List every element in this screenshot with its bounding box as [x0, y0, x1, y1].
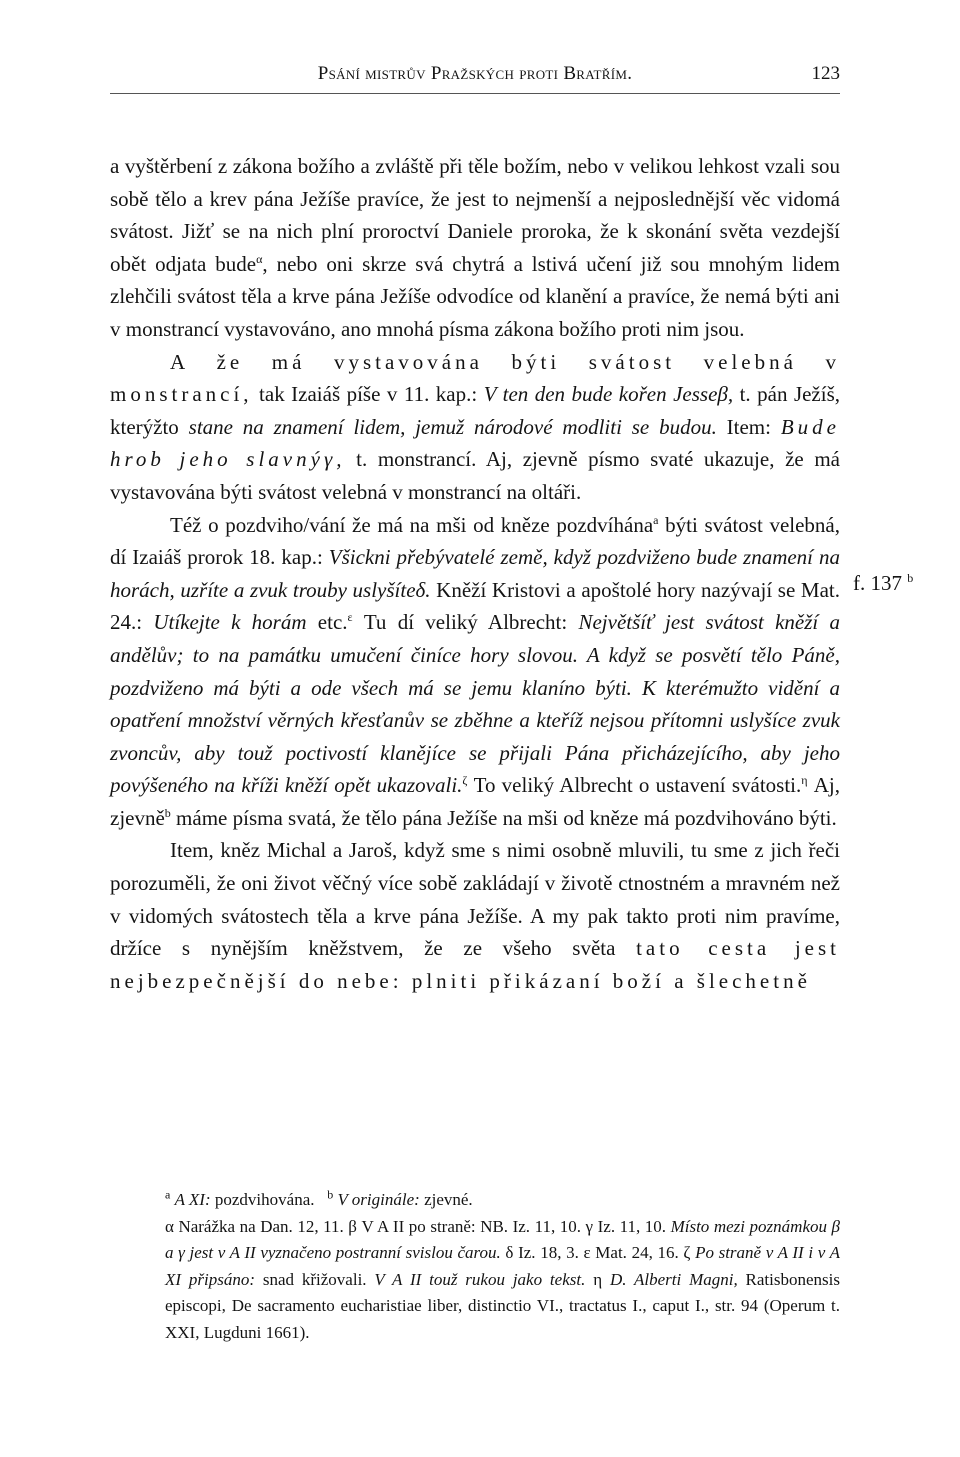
footnotes	[110, 1187, 840, 1346]
paragraph-3	[110, 509, 840, 835]
quote-text: stane na znamení lidem, jemuž národové modliti se budou.	[188, 414, 717, 439]
quote-text: Všickni přebývatelé země, když pozdviženo bude znamení na horách, uzříte a zvuk trouby uslyšíteδ.	[110, 545, 840, 602]
quote-text: Utíkejte k horám	[153, 610, 307, 635]
spaced-text: tato cesta jest nejbezpečnější do nebe: plniti přikázaní boží a šlechetně	[110, 936, 841, 993]
text-run: Item:	[716, 414, 781, 439]
footnote-line	[110, 1187, 840, 1214]
text-run: , nebo oni skrze svá chytrá a lstivá učení již sou mnohým lidem zlehčili svátost těla a krve pána Ježíše odvodíce od klanění a pravíce, že nemá býti ani v monstrancí vystavováno, ano mnohá písma zákona božího proti nim jsou.	[110, 251, 841, 341]
footnote-text: pozdvihována.	[210, 1190, 315, 1209]
text-run: tak Izaiáš píše v 11. kap.:	[252, 382, 484, 407]
text-run: To veliký Albrecht o ustavení svátosti.	[467, 773, 802, 798]
header-rule	[110, 93, 840, 94]
paragraph-2	[110, 346, 840, 509]
footnote-italic: V A II touž rukou jako tekst.	[374, 1269, 586, 1289]
spaced-text: A že má vystavována býti svátost velebná v monstrancí,	[110, 349, 840, 407]
text-run: t. monstrancí. Aj, zjevně písmo svaté ukazuje, že má vystavována býti svátost velebná v monstrancí na oltáři.	[110, 447, 840, 504]
footnote-marker: ζ	[462, 773, 468, 788]
quote-text: V ten den bude kořen Jesseβ,	[483, 382, 734, 407]
text-run: Item, kněz Michal a Jaroš, když sme s nimi osobně mluvili, tu sme z jich řeči porozuměli, že oni život věčný více sobě zakládají v životě ctnostném a mravném než v vidomých svátostech těla a krve pána Ježíše. A my pak takto proti nim pravíme, držíce s nynějším kněžstvem, že ze všeho světa	[110, 838, 840, 961]
text-run: t. pán Ježíš, kterýžto	[110, 382, 841, 439]
paragraph-1	[110, 150, 840, 346]
footnote-text: α Narážka na Dan. 12, 11. β V A II po straně: NB. Iz. 11, 10. γ Iz. 11, 10.	[165, 1216, 671, 1236]
footnote-text: δ Iz. 18, 3. ε Mat. 24, 16. ζ	[500, 1243, 696, 1262]
footnote-text: Ratisbonensis episcopi, De sacramento eucharistiae liber, distinctio VI., tractatus I., caput I., str. 94 (Operum t. XXI, Lugduni 1661).	[165, 1269, 840, 1342]
text-run: etc.	[306, 610, 348, 635]
footnote-italic: D. Alberti Magni,	[609, 1269, 738, 1289]
text-run: Kněží Kristovi a apoštolé hory nazývají se Mat. 24.:	[110, 577, 840, 635]
footnote-block	[110, 1214, 840, 1347]
paragraph-4	[110, 834, 840, 997]
footnote-text: η	[585, 1269, 610, 1289]
text-run: Též o pozdviho/vání že má na mši od kněze pozdvíhána	[170, 512, 654, 537]
text-run: býti svátost velebná, dí Izaiáš prorok 18. kap.:	[110, 512, 840, 570]
footnote-marker: b	[327, 1187, 334, 1202]
running-header	[110, 60, 840, 86]
text-run: a vyštěrbení z zákona božího a zvláště při těle božím, nebo v velikou lehkost vzali sou sobě tělo a krev pána Ježíše pravíce, že jest to nejmenší a nejposlednější věc vidomá svátost. Jižť se na nich plní proroctví Daniele proroka, že k skonání světa vezdejší obět odjata bude	[110, 154, 840, 276]
folio-margin-note	[853, 567, 913, 600]
folio-side: b	[907, 571, 914, 585]
text-run: Aj, zjevně	[110, 773, 841, 830]
text-run: Tu dí veliký Albrecht:	[352, 610, 579, 635]
footnote-italic: A XI:	[174, 1190, 211, 1209]
footnote-text: snad křižovali.	[255, 1269, 375, 1289]
footnote-marker: α	[256, 251, 263, 266]
footnote-marker: ε	[347, 610, 353, 625]
footnote-italic: Po straně v A II i v A XI připsáno:	[165, 1243, 840, 1289]
page-number: 123	[811, 63, 840, 84]
folio-label: f. 137	[853, 571, 902, 595]
footnote-marker: b	[164, 805, 171, 820]
footnote-text: zjevné.	[419, 1190, 473, 1209]
footnote-italic: Místo mezi poznámkou β a γ jest v A II vyznačeno postranní svislou čarou.	[165, 1216, 840, 1262]
footnote-italic: V originále:	[337, 1190, 420, 1209]
text-run: máme písma svatá, že tělo pána Ježíše na mši od kněze má pozdvihováno býti.	[170, 805, 837, 830]
footnote-marker: a	[653, 512, 659, 527]
footnote-marker: η	[801, 773, 808, 788]
quote-text: Bude hrob jeho slavnýγ,	[110, 414, 840, 472]
footnote-marker: a	[165, 1187, 171, 1202]
running-title: Psání mistrův Pražských proti Bratřím.	[317, 63, 633, 84]
main-text	[110, 150, 840, 997]
quote-text: Největšíť jest svátost kněží a andělův; to na památku umučení činíce hory slovou. A když se posvětí tělo Páně, pozdviženo má býti a ode všech má se jemu klaníno býti. K kterémužto vidění a opatření množství věrných křesťanův se zběhne a kteříž nejsou přítomni uslyšíce zvuk zvoncův, aby touž poctivostí klanějíce se přijali Pána přicházejícího, aby jeho povýšeného na kříži kněží opět ukazovali.	[110, 610, 840, 798]
